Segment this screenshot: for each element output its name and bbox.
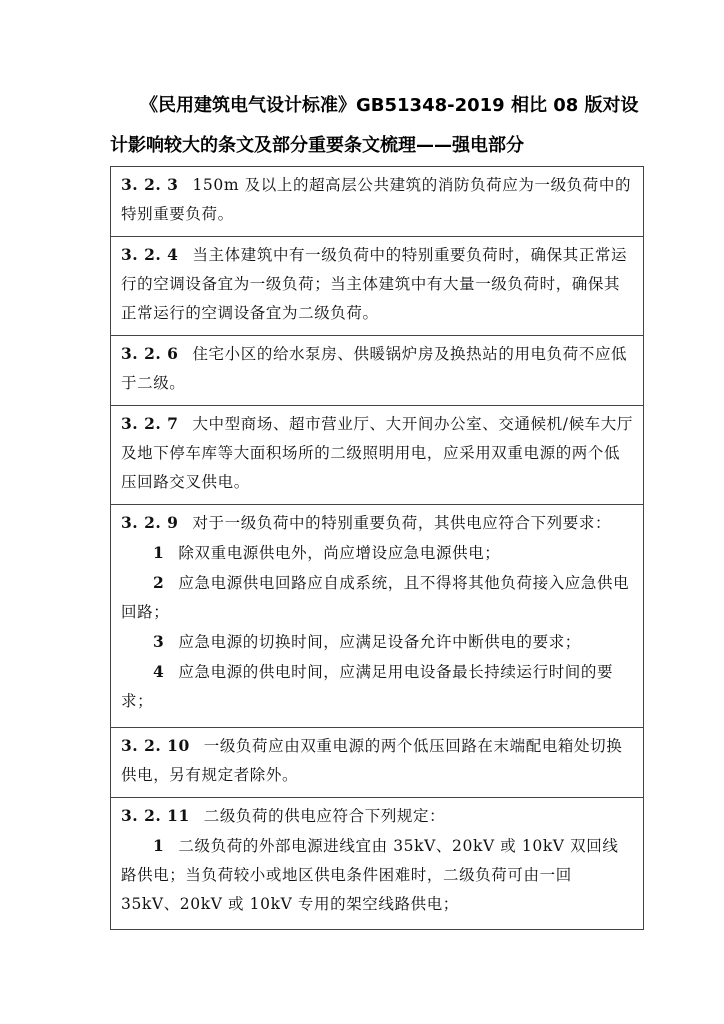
clause-item — [121, 831, 633, 919]
clause-number: 3. 2. 6 — [121, 344, 179, 363]
clause-item — [121, 657, 633, 716]
clause-item — [121, 627, 633, 657]
clause-number: 3. 2. 4 — [121, 245, 179, 264]
item-number: 3 — [153, 632, 165, 651]
clause-text: 对于一级负荷中的特别重要负荷，其供电应符合下列要求： — [192, 514, 612, 532]
clause-number: 3. 2. 10 — [121, 736, 190, 755]
document-title-line-1: 《民用建筑电气设计标准》GB51348-2019 相比 08 版对设 — [140, 95, 639, 116]
clause-3-2-11 — [111, 798, 643, 930]
clause-text: 住宅小区的给水泵房、供暖锅炉房及换热站的用电负荷不应低于二级。 — [121, 345, 628, 392]
clause-3-2-6 — [111, 336, 643, 406]
item-number: 1 — [153, 543, 165, 562]
clause-3-2-10 — [111, 728, 643, 798]
item-text: 应急电源的供电时间，应满足用电设备最长持续运行时间的要求； — [121, 663, 614, 710]
clause-text: 一级负荷应由双重电源的两个低压回路在末端配电箱处切换供电，另有规定者除外。 — [121, 737, 623, 784]
document-title-line-2: 计影响较大的条文及部分重要条文梳理——强电部分 — [110, 135, 524, 156]
clause-number: 3. 2. 9 — [121, 513, 179, 532]
item-number: 2 — [153, 573, 165, 592]
clause-number: 3. 2. 7 — [121, 414, 179, 433]
clause-3-2-4 — [111, 237, 643, 336]
clause-3-2-7 — [111, 406, 643, 505]
item-number: 4 — [153, 662, 165, 681]
clause-text: 150m 及以上的超高层公共建筑的消防负荷应为一级负荷中的特别重要负荷。 — [121, 176, 632, 223]
clause-table — [110, 166, 644, 930]
clause-text: 当主体建筑中有一级负荷中的特别重要负荷时，确保其正常运行的空调设备宜为一级负荷；当主体建筑中有大量一级负荷时，确保其正常运行的空调设备宜为二级负荷。 — [121, 246, 628, 322]
item-text: 除双重电源供电外，尚应增设应急电源供电； — [178, 544, 501, 562]
item-text: 二级负荷的外部电源进线宜由 35kV、20kV 或 10kV 双回线路供电；当负荷较小或地区供电条件困难时，二级负荷可由一回 35kV、20kV 或 10kV 专用的架空线路供电； — [121, 837, 619, 913]
item-number: 1 — [153, 836, 165, 855]
clause-text: 二级负荷的供电应符合下列规定： — [203, 807, 446, 825]
clause-number: 3. 2. 11 — [121, 806, 190, 825]
clause-item — [121, 568, 633, 627]
clause-text: 大中型商场、超市营业厅、大开间办公室、交通候机/候车大厅及地下停车库等大面积场所的二级照明用电，应采用双重电源的两个低压回路交叉供电。 — [121, 415, 633, 491]
item-text: 应急电源的切换时间，应满足设备允许中断供电的要求； — [178, 633, 581, 651]
clause-item — [121, 538, 633, 568]
clause-number: 3. 2. 3 — [121, 175, 179, 194]
item-text: 应急电源供电回路应自成系统，且不得将其他负荷接入应急供电回路； — [121, 574, 630, 621]
clause-3-2-9 — [111, 505, 643, 728]
clause-3-2-3 — [111, 167, 643, 237]
